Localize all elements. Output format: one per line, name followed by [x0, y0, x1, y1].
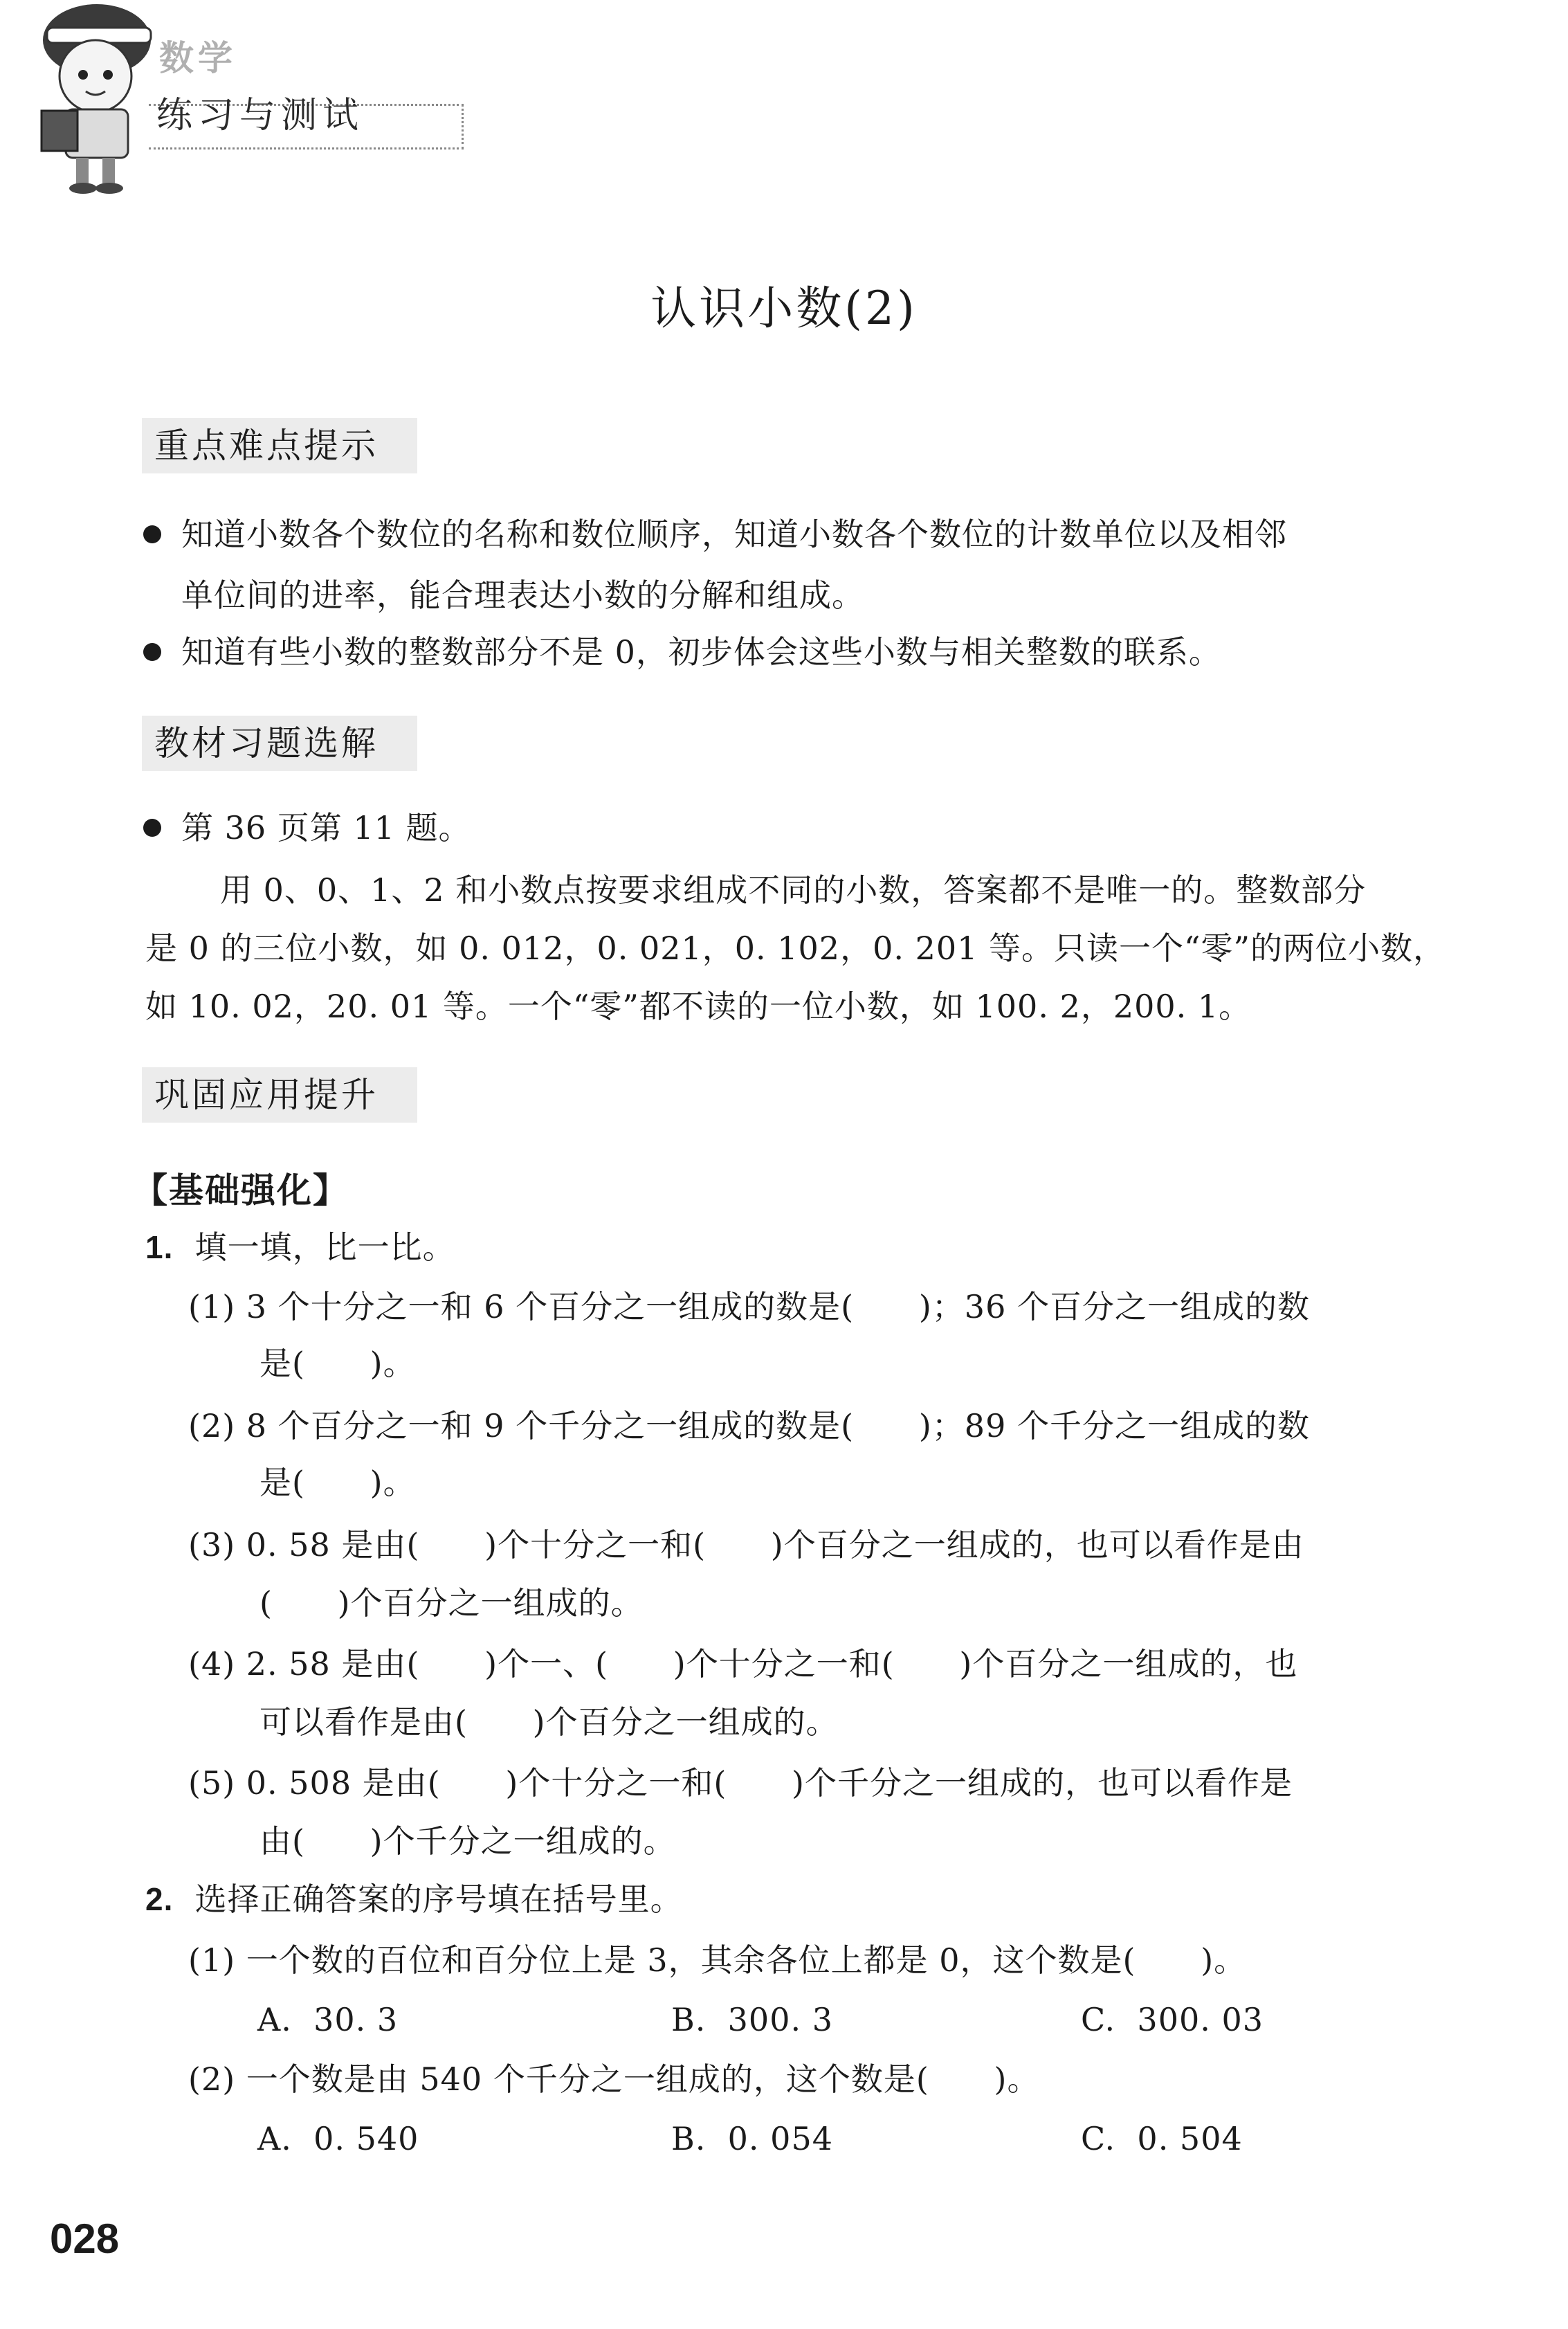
- bullet-icon: [143, 525, 161, 543]
- subject-label: 数学: [159, 38, 237, 78]
- q1-item-1-line-1: (1) 3 个十分之一和 6 个百分之一组成的数是( )；36 个百分之一组成的数: [188, 1288, 1310, 1325]
- q2-item-2-option-a: A. 0. 540: [257, 2120, 419, 2157]
- question-1-prompt: 填一填，比一比。: [194, 1229, 455, 1266]
- question-1-prompt-line: [145, 1226, 455, 1268]
- q1-item-3-line-1: (3) 0. 58 是由( )个十分之一和( )个百分之一组成的，也可以看作是由: [188, 1526, 1304, 1564]
- mascot-illustration: [28, 0, 159, 201]
- q1-item-4-line-1: (4) 2. 58 是由( )个一、( )个十分之一和( )个百分之一组成的，也: [188, 1645, 1298, 1683]
- question-2-prompt: 选择正确答案的序号填在括号里。: [194, 1881, 683, 1918]
- textbook-paragraph-line-3: 如 10. 02，20. 01 等。一个“零”都不读的一位小数，如 100. 2，200. 1。: [145, 988, 1252, 1025]
- q1-item-2-line-2: 是( )。: [259, 1464, 416, 1501]
- section-heading-key-points: 重点难点提示: [142, 418, 417, 473]
- question-number: 1.: [145, 1229, 174, 1265]
- q1-item-4-line-2: 可以看作是由( )个百分之一组成的。: [259, 1703, 839, 1741]
- page-title: 认识小数(2): [650, 282, 918, 335]
- q2-item-1-option-b: B. 300. 3: [671, 2001, 833, 2038]
- page-number: 028: [50, 2215, 120, 2262]
- q2-item-2-option-b: B. 0. 054: [671, 2120, 833, 2157]
- section-heading-practice: 巩固应用提升: [142, 1067, 417, 1123]
- bullet-icon: [143, 643, 161, 661]
- subsection-heading-basic: 【基础强化】: [133, 1170, 349, 1211]
- q2-item-2-option-c: C. 0. 504: [1081, 2120, 1243, 2157]
- series-label: 练习与测试: [156, 95, 365, 136]
- q1-item-1-line-2: 是( )。: [259, 1345, 416, 1382]
- q1-item-5-line-2: 由( )个千分之一组成的。: [259, 1822, 676, 1860]
- key-point-1-line-1: 知道小数各个数位的名称和数位顺序，知道小数各个数位的计数单位以及相邻: [181, 516, 1287, 553]
- textbook-paragraph-line-2: 是 0 的三位小数，如 0. 012，0. 021，0. 102，0. 201 等。只读一个“零”的两位小数，: [145, 930, 1446, 967]
- q2-item-1-stem: (1) 一个数的百位和百分位上是 3，其余各位上都是 0，这个数是( )。: [188, 1941, 1247, 1979]
- textbook-item: 第 36 页第 11 题。: [181, 809, 471, 846]
- q1-item-3-line-2: ( )个百分之一组成的。: [259, 1584, 644, 1622]
- section-heading-textbook: 教材习题选解: [142, 716, 417, 771]
- key-point-2-line-1: 知道有些小数的整数部分不是 0，初步体会这些小数与相关整数的联系。: [181, 633, 1221, 671]
- q2-item-1-option-a: A. 30. 3: [257, 2001, 399, 2038]
- textbook-paragraph-line-1: 用 0、0、1、2 和小数点按要求组成不同的小数，答案都不是唯一的。整数部分: [220, 871, 1367, 909]
- bullet-icon: [143, 819, 161, 837]
- question-2-prompt-line: [145, 1878, 683, 1920]
- key-point-1-line-2: 单位间的进率，能合理表达小数的分解和组成。: [181, 577, 864, 614]
- q2-item-2-stem: (2) 一个数是由 540 个千分之一组成的，这个数是( )。: [188, 2060, 1040, 2098]
- question-number: 2.: [145, 1881, 174, 1917]
- q1-item-2-line-1: (2) 8 个百分之一和 9 个千分之一组成的数是( )；89 个千分之一组成的数: [188, 1407, 1310, 1444]
- q1-item-5-line-1: (5) 0. 508 是由( )个十分之一和( )个千分之一组成的，也可以看作是: [188, 1764, 1293, 1802]
- q2-item-1-option-c: C. 300. 03: [1081, 2001, 1264, 2038]
